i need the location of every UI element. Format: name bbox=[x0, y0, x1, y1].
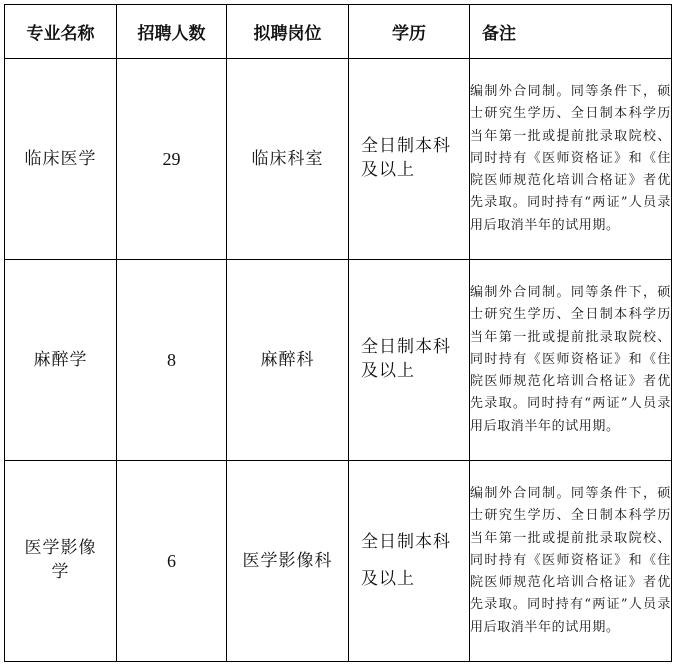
header-notes: 备注 bbox=[470, 5, 672, 59]
major-text: 麻醉学 bbox=[33, 349, 88, 370]
notes-text: 编制外合同制。同等条件下，硕士研究生学历、全日制本科学历当年第一批或提前批录取院校、同时持有《医师资格证》和《住院医师规范化培训合格证》者优先录取。同时持有“两证”人员录用后取消半年的试用期。 bbox=[470, 83, 671, 233]
count-text: 8 bbox=[167, 349, 176, 370]
count-text: 29 bbox=[162, 148, 181, 169]
count-cell bbox=[117, 461, 227, 662]
education-cell bbox=[349, 59, 470, 260]
notes-text: 编制外合同制。同等条件下，硕士研究生学历、全日制本科学历当年第一批或提前批录取院校、同时持有《医师资格证》和《住院医师规范化培训合格证》者优先录取。同时持有“两证”人员录用后取消半年的试用期。 bbox=[470, 485, 671, 635]
position-text: 麻醉科 bbox=[260, 349, 315, 370]
education-text: 全日制本科及以上 bbox=[361, 531, 451, 589]
notes-text: 编制外合同制。同等条件下，硕士研究生学历、全日制本科学历当年第一批或提前批录取院校、同时持有《医师资格证》和《住院医师规范化培训合格证》者优先录取。同时持有“两证”人员录用后取消半年的试用期。 bbox=[470, 284, 671, 434]
count-text: 6 bbox=[167, 550, 176, 571]
education-cell bbox=[349, 461, 470, 662]
header-major: 专业名称 bbox=[5, 5, 117, 59]
position-cell bbox=[227, 59, 349, 260]
table-header-row bbox=[5, 5, 672, 59]
major-text: 临床医学 bbox=[24, 148, 97, 169]
notes-cell bbox=[470, 461, 672, 662]
header-education: 学历 bbox=[349, 5, 470, 59]
position-cell bbox=[227, 260, 349, 461]
header-count: 招聘人数 bbox=[117, 5, 227, 59]
position-cell bbox=[227, 461, 349, 662]
table-row bbox=[5, 461, 672, 662]
table-row bbox=[5, 59, 672, 260]
count-cell bbox=[117, 59, 227, 260]
major-text: 医学影像学 bbox=[24, 538, 97, 582]
table-row bbox=[5, 260, 672, 461]
major-cell bbox=[5, 260, 117, 461]
notes-cell bbox=[470, 59, 672, 260]
position-text: 医学影像科 bbox=[242, 550, 333, 571]
education-text: 全日制本科及以上 bbox=[361, 136, 451, 180]
education-text: 全日制本科及以上 bbox=[361, 337, 451, 381]
position-text: 临床科室 bbox=[251, 148, 324, 169]
notes-cell bbox=[470, 260, 672, 461]
recruitment-table bbox=[4, 4, 672, 662]
major-cell bbox=[5, 59, 117, 260]
education-cell bbox=[349, 260, 470, 461]
major-cell bbox=[5, 461, 117, 662]
count-cell bbox=[117, 260, 227, 461]
header-position: 拟聘岗位 bbox=[227, 5, 349, 59]
